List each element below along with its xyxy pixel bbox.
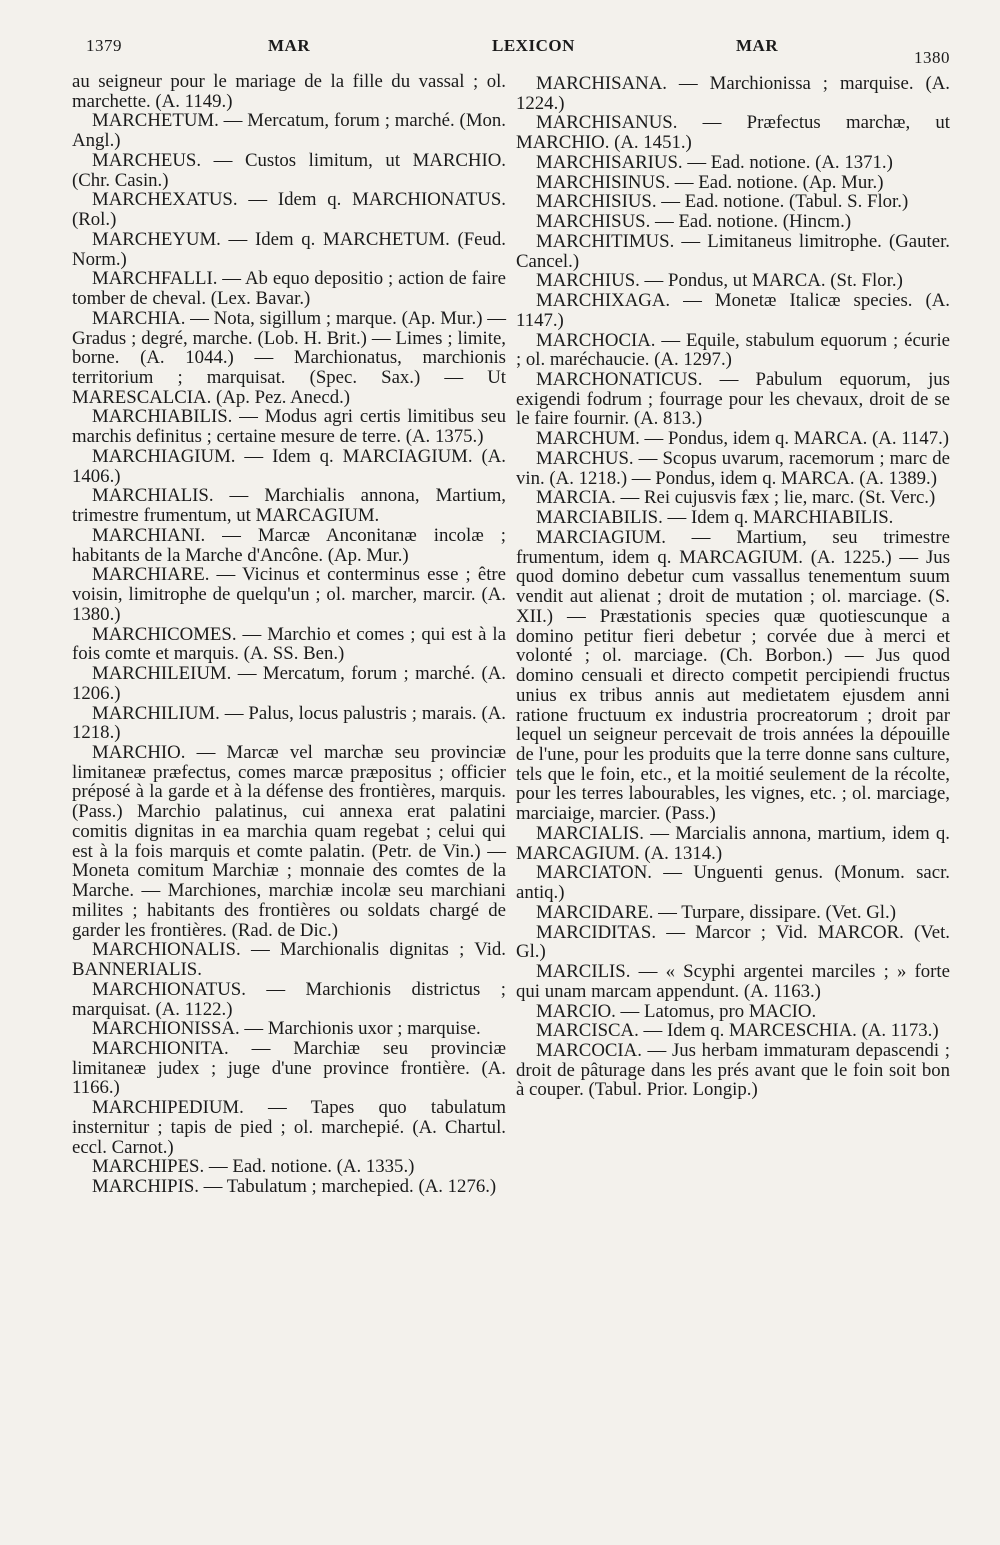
- left-column: [72, 72, 506, 1197]
- entry-continuation: au seigneur pour le mariage de la fille du vassal ; ol. marchette. (A. 1149.): [72, 71, 506, 112]
- entry-marchionalis: MARCHIONALIS. — Marchionalis dignitas ; Vid. BANNERIALIS.: [72, 939, 506, 981]
- entry-marchiabilis: MARCHIABILIS. — Modus agri certis limitibus seu marchis definitus ; certaine mesure de terre. (A. 1375.): [72, 406, 506, 448]
- entry-marcheus: MARCHEUS. — Custos limitum, ut MARCHIO. (Chr. Casin.): [72, 149, 506, 191]
- entry-marchicomes: MARCHICOMES. — Marchio et comes ; qui est à la fois comte et marquis. (A. SS. Ben.): [72, 623, 506, 665]
- entry-marchialis: MARCHIALIS. — Marchialis annona, Martium, trimestre frumentum, ut MARCAGIUM.: [72, 485, 506, 527]
- entry-marchexatus: MARCHEXATUS. — Idem q. MARCHIONATUS. (Rol.): [72, 189, 506, 231]
- entry-marciditas: MARCIDITAS. — Marcor ; Vid. MARCOR. (Vet. Gl.): [516, 921, 950, 963]
- entry-marcocia: MARCOCIA. — Jus herbam immaturam depascendi ; droit de pâturage dans les prés avant que le foin soit bon à couper. (Tabul. Prior. Longip.): [516, 1039, 950, 1101]
- entry-marcialis: MARCIALIS. — Marcialis annona, martium, idem q. MARCAGIUM. (A. 1314.): [516, 822, 950, 864]
- entry-marchiare: MARCHIARE. — Vicinus et conterminus esse ; être voisin, limitrophe de quelqu'un ; ol. marcher, marcir. (A. 1380.): [72, 564, 506, 625]
- entry-marchisanus: MARCHISANUS. — Præfectus marchæ, ut MARCHIO. (A. 1451.): [516, 112, 950, 154]
- entry-marchipis: MARCHIPIS. — Tabulatum ; marchepied. (A. 1276.): [92, 1176, 497, 1198]
- running-head-center: LEXICON: [492, 36, 575, 55]
- entry-marchipedium: MARCHIPEDIUM. — Tapes quo tabulatum insternitur ; tapis de pied ; ol. marchepié. (A. Chartul. eccl. Carnot.): [72, 1097, 506, 1158]
- entry-marchileium: MARCHILEIUM. — Mercatum, forum ; marché. (A. 1206.): [72, 663, 506, 704]
- entry-marchus: MARCHUS. — Scopus uvarum, racemorum ; marc de vin. (A. 1218.) — Pondus, idem q. MARCA. (A. 1389.): [516, 447, 950, 489]
- entry-marchionatus: MARCHIONATUS. — Marchionis districtus ; marquisat. (A. 1122.): [72, 978, 506, 1020]
- running-head-right: MAR: [736, 36, 779, 55]
- running-head-left: MAR: [268, 36, 311, 55]
- entry-marciagium: MARCIAGIUM. — Martium, seu trimestre frumentum, idem q. MARCAGIUM. (A. 1225.) — Jus quod domino debetur cum vassallus tenementum suum vendit aut alienat ; droit de mutation ; ol. marciage. (S. XII.) — Præstationis species quæ quotiescunque a domino petitur fieri debetur ; corvée due à merci et volonté ; ol. marciage. (Ch. Borbon.) — Jus quod domino censuali et directo competit percipiendi fructus unius ex tribus annis aut medietatem ejusdem anni ratione fructuum ex industria procreatorum ; droit par lequel un seigneur percevait de trois années la dépouille de l'une, pour les produits que la terre donne sans culture, tels que le foin, etc., et la moitié seulement de la récolte, pour les terres labourables, les vignes, etc. ; ol. marciage, marciaige, marcier. (Pass.): [516, 526, 950, 825]
- entry-marchisana: MARCHISANA. — Marchionissa ; marquise. (A. 1224.): [516, 73, 950, 114]
- entry-marchetum: MARCHETUM. — Mercatum, forum ; marché. (Mon. Angl.): [72, 110, 506, 152]
- entry-marchitimus: MARCHITIMUS. — Limitaneus limitrophe. (Gauter. Cancel.): [516, 230, 950, 272]
- page-number-left: 1379: [86, 36, 122, 55]
- entry-marchfalli: MARCHFALLI. — Ab equo depositio ; action de faire tomber de cheval. (Lex. Bavar.): [72, 268, 506, 310]
- entry-marchiani: MARCHIANI. — Marcæ Anconitanæ incolæ ; habitants de la Marche d'Ancône. (Ap. Mur.): [72, 524, 506, 566]
- entry-marchipes: MARCHIPES. — Ead. notione. (A. 1335.): [92, 1156, 415, 1178]
- page-number-right: 1380: [914, 48, 950, 67]
- entry-marcisca: MARCISCA. — Idem q. MARCESCHIA. (A. 1173.): [536, 1020, 939, 1042]
- entry-marchionita: MARCHIONITA. — Marchiæ seu provinciæ limitaneæ judex ; juge d'une province frontière. (A. 1166.): [72, 1037, 506, 1099]
- entry-marchum: MARCHUM. — Pondus, idem q. MARCA. (A. 1147.): [536, 428, 950, 450]
- right-column: [516, 74, 950, 1100]
- entry-marchisinus: MARCHISINUS. — Ead. notione. (Ap. Mur.): [536, 171, 884, 193]
- entry-marchixaga: MARCHIXAGA. — Monetæ Italicæ species. (A. 1147.): [516, 290, 950, 331]
- entry-marcia: MARCIA. — Rei cujusvis fæx ; lie, marc. (St. Verc.): [536, 487, 936, 509]
- entry-marcilis: MARCILIS. — « Scyphi argentei marciles ; » forte qui unam marcam appendunt. (A. 1163.): [516, 961, 950, 1002]
- entry-marchisarius: MARCHISARIUS. — Ead. notione. (A. 1371.): [536, 151, 893, 173]
- entry-marcidare: MARCIDARE. — Turpare, dissipare. (Vet. Gl.): [536, 901, 896, 923]
- entry-marchiagium: MARCHIAGIUM. — Idem q. MARCIAGIUM. (A. 1406.): [72, 445, 506, 487]
- entry-marchisus: MARCHISUS. — Ead. notione. (Hincm.): [536, 211, 852, 233]
- entry-marchonaticus: MARCHONATICUS. — Pabulum equorum, jus exigendi fodrum ; fourrage pour les chevaux, droit de se le faire fournir. (A. 813.): [516, 369, 950, 430]
- entry-marchio: MARCHIO. — Marcæ vel marchæ seu provinciæ limitaneæ præfectus, comes marcæ præpositus ; officier préposé à la garde et à la défense des frontières, marquis. (Pass.) Marchio palatinus, cui annexa erat palatini comitis dignitas in ea marchia quam regebat ; celui qui est à la fois marquis et comte palatin. (Petr. de Vin.) — Moneta comitum Marchiæ ; monnaie des comtes de la Marche. — Marchiones, marchiæ incolæ seu marchiani milites ; habitants des frontières ou soldats chargé de garder les frontières. (Rad. de Dic.): [72, 741, 506, 941]
- entry-marchocia: MARCHOCIA. — Equile, stabulum equorum ; écurie ; ol. maréchaucie. (A. 1297.): [516, 329, 950, 371]
- entry-marchisius: MARCHISIUS. — Ead. notione. (Tabul. S. Flor.): [536, 191, 909, 213]
- entry-marcheyum: MARCHEYUM. — Idem q. MARCHETUM. (Feud. Norm.): [72, 228, 506, 270]
- entry-marchilium: MARCHILIUM. — Palus, locus palustris ; marais. (A. 1218.): [72, 702, 506, 744]
- entry-marchius: MARCHIUS. — Pondus, ut MARCA. (St. Flor.): [536, 270, 903, 292]
- entry-marciaton: MARCIATON. — Unguenti genus. (Monum. sacr. antiq.): [516, 862, 950, 904]
- entry-marciabilis: MARCIABILIS. — Idem q. MARCHIABILIS.: [536, 507, 894, 529]
- entry-marchionissa: MARCHIONISSA. — Marchionis uxor ; marquise.: [92, 1018, 481, 1040]
- entry-marcio: MARCIO. — Latomus, pro MACIO.: [536, 1000, 817, 1022]
- entry-marchia: MARCHIA. — Nota, sigillum ; marque. (Ap. Mur.) — Gradus ; degré, marche. (Lob. H. Brit.) — Limes ; limite, borne. (A. 1044.) — Marchionatus, marchionis territorium ; marquisat. (Spec. Sax.) — Ut MARESCALCIA. (Ap. Pez. Anecd.): [72, 307, 506, 408]
